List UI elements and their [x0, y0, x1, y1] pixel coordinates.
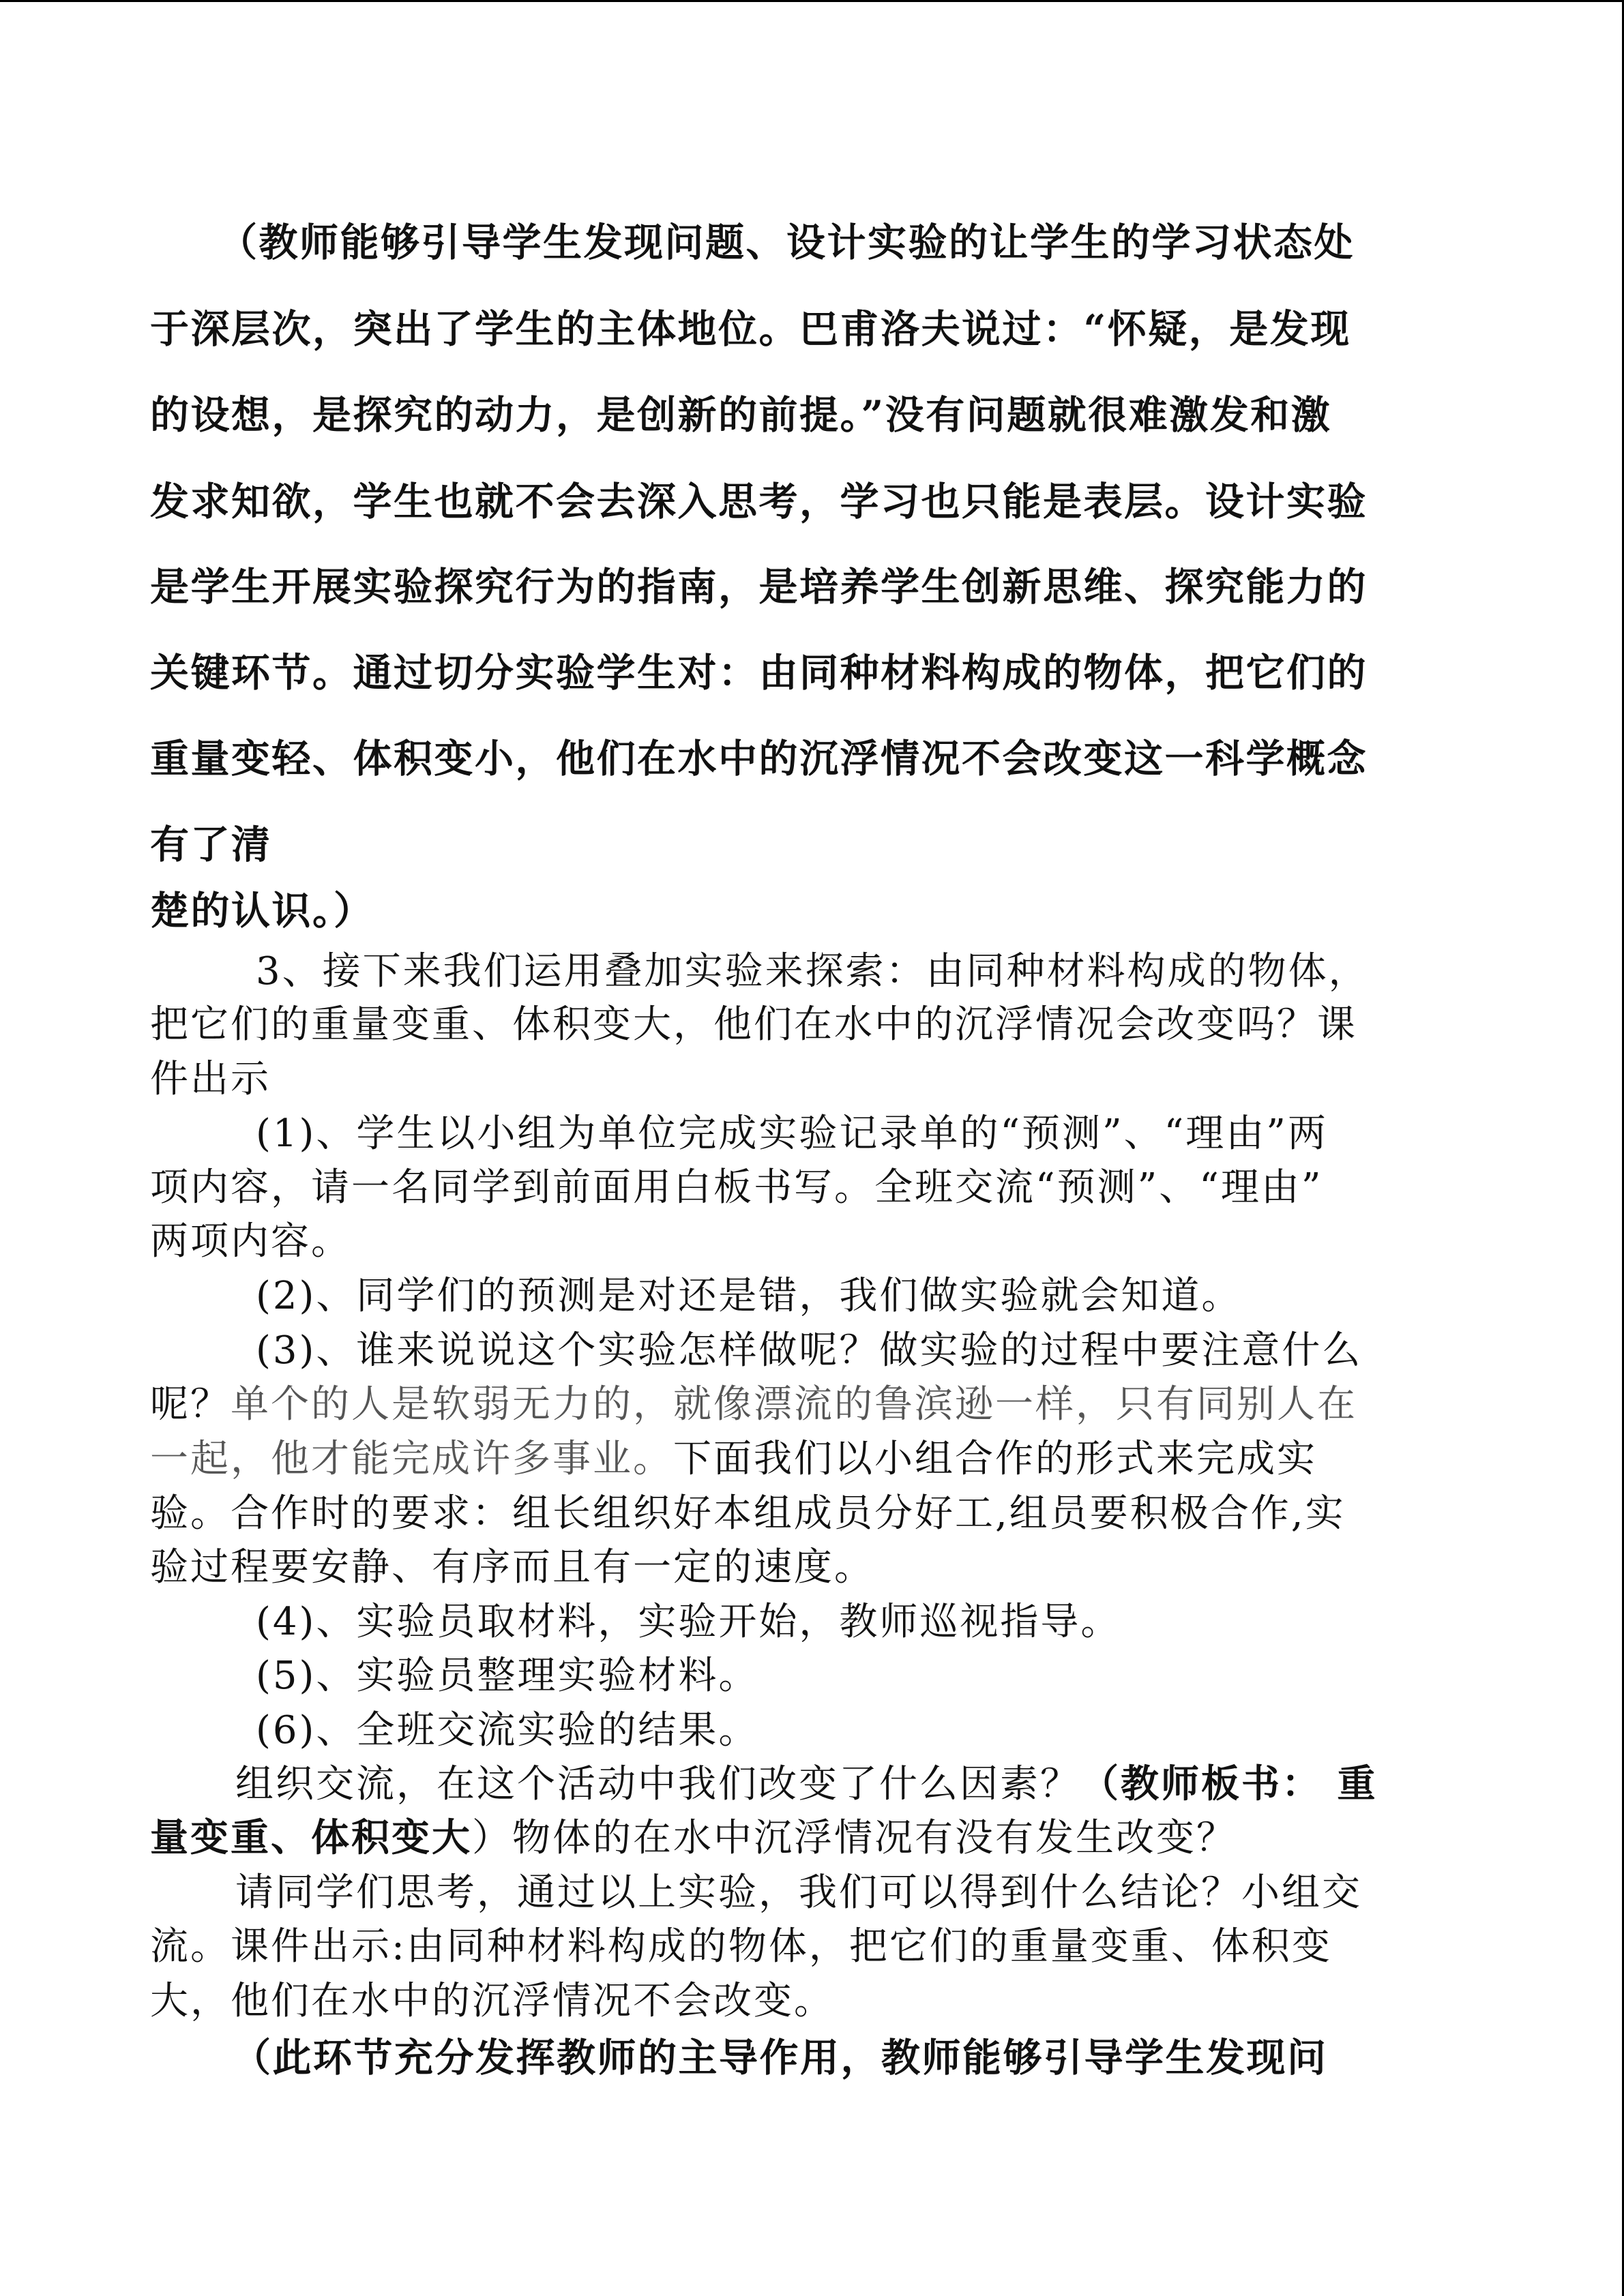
text-line: 验。合作时的要求：组长组织好本组成员分好工,组员要积极合作,实	[150, 1491, 1346, 1536]
text-line: 关键环节。通过切分实验学生对：由同种材料构成的物体，把它们的	[150, 650, 1368, 696]
text-line: 的设想，是探究的动力，是创新的前提。”没有问题就很难激发和激	[150, 392, 1332, 438]
text-line: 大，他们在水中的沉浮情况不会改变。	[150, 1979, 834, 2023]
text-span: 呢？	[150, 1382, 231, 1427]
text-line	[150, 1374, 1357, 1429]
text-line: (1)、学生以小组为单位完成实验记录单的“预测”、“理由”两	[256, 1112, 1328, 1156]
text-line	[150, 1429, 1317, 1483]
text-line: (3)、谁来说说这个实验怎样做呢？做实验的过程中要注意什么	[256, 1328, 1363, 1373]
quote-span: 单个的人是软弱无力的，就像漂流的鲁滨逊一样，只有同别人在	[231, 1382, 1357, 1427]
text-line: 楚的认识。）	[150, 888, 374, 934]
text-line: 是学生开展实验探究行为的指南，是培养学生创新思维、探究能力的	[150, 564, 1368, 610]
board-note-span: （教师板书： 重	[1080, 1761, 1378, 1806]
commentary-paragraph-2: （此环节充分发挥教师的主导作用，教师能够引导学生发现问	[232, 2035, 1328, 2081]
substep-5-line: (5)、实验员整理实验材料。	[256, 1654, 759, 1698]
text-span: ）物体的在水中沉浮情况有没有发生改变？	[472, 1816, 1237, 1860]
text-line: 于深层次，突出了学生的主体地位。巴甫洛夫说过：“怀疑，是发现	[150, 306, 1351, 352]
text-line: 把它们的重量变重、体积变大，他们在水中的沉浮情况会改变吗？课	[150, 1002, 1357, 1047]
board-note-span: 量变重、体积变大	[150, 1815, 472, 1860]
text-line: 项内容，请一名同学到前面用白板书写。全班交流“预测”、“理由”	[150, 1165, 1323, 1210]
page-border-top	[0, 0, 1624, 2]
text-line: 两项内容。	[150, 1219, 351, 1264]
text-line: 重量变轻、体积变小，他们在水中的沉浮情况不会改变这一科学概念	[150, 736, 1368, 781]
substep-2-line: (2)、同学们的预测是对还是错，我们做实验就会知道。	[256, 1274, 1242, 1318]
text-line: 请同学们思考，通过以上实验，我们可以得到什么结论？小组交	[235, 1870, 1362, 1915]
substep-4-line: (4)、实验员取材料，实验开始，教师巡视指导。	[256, 1600, 1121, 1644]
text-line: 流。课件出示:由同种材料构成的物体，把它们的重量变重、体积变	[150, 1924, 1332, 1969]
text-span: 下面我们以小组合作的形式来完成实	[673, 1437, 1317, 1481]
text-line: 3、接下来我们运用叠加实验来探索：由同种材料构成的物体，	[256, 949, 1369, 994]
text-line: 发求知欲，学生也就不会去深入思考，学习也只能是表层。设计实验	[150, 479, 1368, 524]
text-span: 组织交流，在这个活动中我们改变了什么因素？	[235, 1762, 1080, 1806]
substep-6-line: (6)、全班交流实验的结果。	[256, 1708, 759, 1753]
text-line: 有了清	[150, 822, 272, 867]
text-line: （教师能够引导学生发现问题、设计实验的让学生的学习状态处	[218, 220, 1355, 265]
text-line: 件出示	[150, 1057, 271, 1101]
quote-span: 一起，他才能完成许多事业。	[150, 1437, 673, 1481]
text-line	[235, 1754, 1378, 1808]
text-line	[150, 1808, 1237, 1862]
text-line: 验过程要安静、有序而且有一定的速度。	[150, 1545, 874, 1590]
